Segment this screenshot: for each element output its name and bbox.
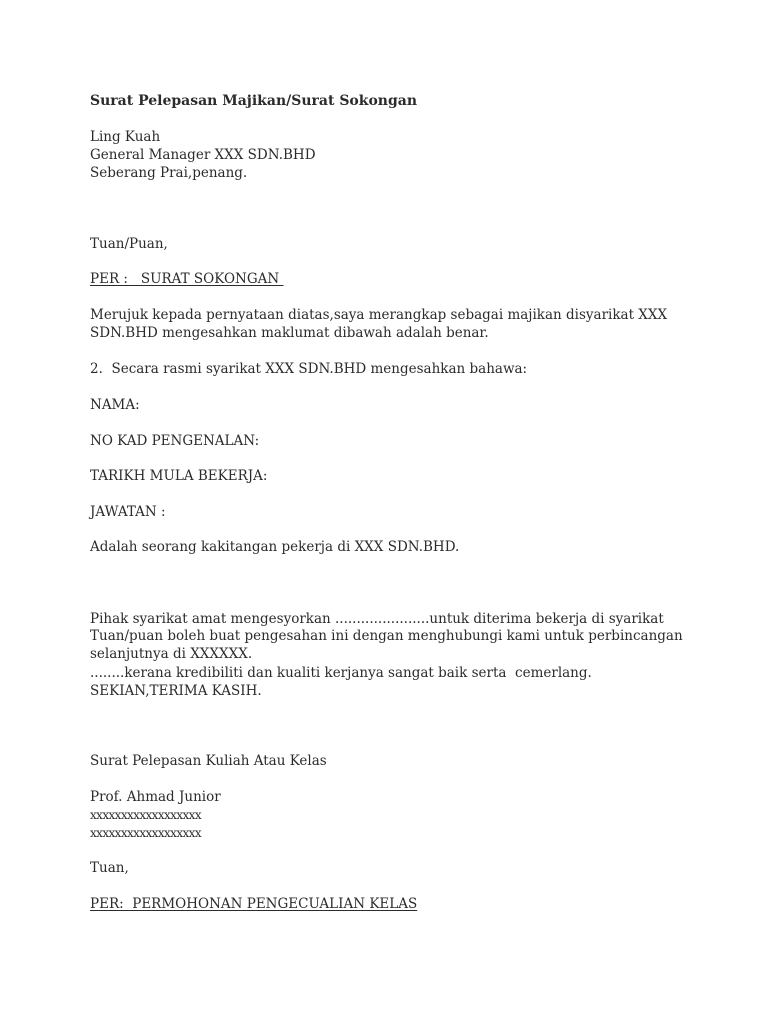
recommendation-line-1: Pihak syarikat amat mengesyorkan ......................untuk diterima bekerja di syarikat (90, 611, 664, 627)
recipient-line-1: xxxxxxxxxxxxxxxxxx (90, 808, 202, 822)
recommendation-line-2: ........kerana kredibiliti dan kualiti kerjanya sangat baik serta cemerlang. (90, 665, 592, 681)
recipient-name: Prof. Ahmad Junior (90, 789, 221, 805)
verification-line-2: selanjutnya di XXXXXX. (90, 646, 253, 662)
letter-title: Surat Pelepasan Majikan/Surat Sokongan (90, 93, 418, 109)
second-letter-heading: Surat Pelepasan Kuliah Atau Kelas (90, 753, 327, 769)
field-ic-label: NO KAD PENGENALAN: (90, 433, 260, 449)
paragraph-1-line-1: Merujuk kepada pernyataan diatas,saya merangkap sebagai majikan disyarikat XXX (90, 307, 668, 323)
employee-statement: Adalah seorang kakitangan pekerja di XXX SDN.BHD. (90, 539, 460, 555)
field-name-label: NAMA: (90, 397, 140, 413)
sender-block (90, 128, 690, 182)
subject-line: PER : SURAT SOKONGAN (90, 271, 284, 287)
paragraph-1-line-2: SDN.BHD mengesahkan maklumat dibawah adalah benar. (90, 325, 489, 341)
recipient-line-2: xxxxxxxxxxxxxxxxxx (90, 826, 202, 840)
sender-address: Seberang Prai,penang. (90, 165, 248, 181)
second-salutation: Tuan, (90, 860, 129, 876)
recipient-block (90, 788, 690, 842)
field-position-label: JAWATAN : (90, 504, 166, 520)
sender-name: Ling Kuah (90, 129, 161, 145)
field-start-date-label: TARIKH MULA BEKERJA: (90, 468, 268, 484)
verification-line-1: Tuan/puan boleh buat pengesahan ini dengan menghubungi kami untuk perbincangan (90, 628, 683, 644)
sender-position: General Manager XXX SDN.BHD (90, 147, 316, 163)
paragraph-1 (90, 306, 690, 342)
verification-paragraph (90, 627, 690, 663)
closing: SEKIAN,TERIMA KASIH. (90, 683, 262, 699)
paragraph-2: 2. Secara rasmi syarikat XXX SDN.BHD mengesahkan bahawa: (90, 361, 528, 377)
salutation: Tuan/Puan, (90, 236, 168, 252)
second-subject-line: PER: PERMOHONAN PENGECUALIAN KELAS (90, 896, 418, 912)
